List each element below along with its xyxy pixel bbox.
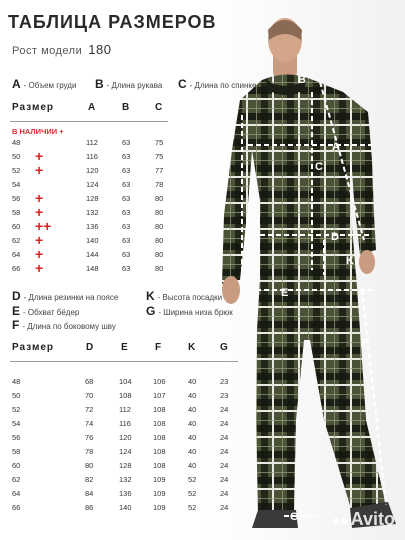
table2-cell-size: 60 (12, 461, 21, 470)
table2-cell-f: 106 (153, 377, 166, 386)
legend-b-letter: B (95, 77, 104, 91)
table1-cell-c: 80 (155, 194, 164, 203)
table1-cell-size: 64 (12, 250, 21, 259)
table1-cell-b: 63 (122, 264, 131, 273)
table2-cell-size: 54 (12, 419, 21, 428)
table1-cell-b: 63 (122, 250, 131, 259)
table2-cell-d: 68 (85, 377, 94, 386)
table1-cell-a: 116 (86, 152, 98, 161)
legend-d-text: - Длина резинки на поясе (23, 293, 119, 302)
table1-divider (10, 121, 168, 122)
table2-cell-e: 112 (119, 405, 131, 414)
table1-cell-b: 63 (122, 208, 131, 217)
table2-cell-k: 52 (188, 503, 197, 512)
table2-cell-g: 24 (220, 405, 229, 414)
table2-cell-size: 56 (12, 433, 21, 442)
table2-cell-f: 109 (153, 475, 166, 484)
table2-cell-k: 40 (188, 419, 197, 428)
legend-c-text: - Длина по спинке (189, 81, 257, 90)
table2-cell-k: 40 (188, 433, 197, 442)
table1-header-a: A (88, 102, 96, 113)
table1-cell-c: 80 (155, 250, 164, 259)
table2-cell-g: 23 (220, 391, 229, 400)
table2-cell-f: 109 (153, 489, 166, 498)
table2-cell-f: 108 (153, 419, 166, 428)
legend-a-letter: A (12, 77, 21, 91)
label-c: C (315, 161, 323, 173)
table2-cell-d: 86 (85, 503, 94, 512)
table2-cell-d: 80 (85, 461, 94, 470)
model-height (12, 42, 111, 57)
label-k: K (346, 255, 354, 267)
legend-d (12, 289, 118, 303)
table1-cell-c: 78 (155, 180, 164, 189)
table2-cell-f: 108 (153, 433, 166, 442)
table1-cell-b: 63 (122, 138, 131, 147)
model-figure (200, 0, 405, 540)
table2-cell-e: 116 (119, 419, 131, 428)
legend-d-letter: D (12, 289, 21, 303)
table2-cell-e: 132 (119, 475, 132, 484)
table1-cell-size: 48 (12, 138, 21, 147)
table2-header-e: E (121, 342, 128, 353)
table2-header-f: F (155, 342, 162, 353)
table2-cell-d: 78 (85, 447, 94, 456)
avito-logo-icon: ●● (331, 512, 349, 528)
table1-cell-a: 136 (86, 222, 99, 231)
table2-cell-g: 24 (220, 461, 229, 470)
in-stock-mark: + (35, 204, 44, 220)
table2-cell-g: 24 (220, 419, 229, 428)
table1-cell-c: 80 (155, 236, 164, 245)
in-stock-mark: + (35, 232, 44, 248)
in-stock-label: В НАЛИЧИИ + (12, 127, 64, 136)
table1-cell-a: 120 (86, 166, 99, 175)
table2-header-size: Размер (12, 342, 55, 353)
table2-cell-e: 108 (119, 391, 132, 400)
table1-cell-b: 63 (122, 222, 131, 231)
table2-cell-size: 48 (12, 377, 21, 386)
table2-header-g: G (220, 342, 228, 353)
in-stock-mark: + (35, 162, 44, 178)
table2-cell-k: 40 (188, 447, 197, 456)
label-e: E (281, 287, 289, 299)
table1-cell-a: 148 (86, 264, 99, 273)
table1-cell-a: 112 (86, 138, 98, 147)
table2-cell-f: 109 (153, 503, 166, 512)
table2-cell-d: 76 (85, 433, 94, 442)
legend-e-letter: E (12, 304, 21, 318)
table2-cell-d: 74 (85, 419, 94, 428)
table1-cell-b: 63 (122, 180, 131, 189)
table2-cell-g: 23 (220, 377, 229, 386)
legend-k-letter: K (146, 289, 155, 303)
in-stock-mark: + (35, 246, 44, 262)
table2-cell-d: 82 (85, 475, 94, 484)
table1-cell-b: 63 (122, 194, 131, 203)
table2-cell-e: 136 (119, 489, 132, 498)
table1-header-b: B (122, 102, 130, 113)
table1-cell-size: 56 (12, 194, 21, 203)
legend-g-text: - Ширина низа брюк (158, 308, 233, 317)
table2-cell-g: 24 (220, 489, 229, 498)
table2-cell-g: 24 (220, 503, 229, 512)
table2-cell-f: 108 (153, 405, 166, 414)
table1-cell-size: 60 (12, 222, 21, 231)
table1-cell-c: 75 (155, 138, 164, 147)
legend-c-letter: C (178, 77, 187, 91)
table2-cell-k: 52 (188, 489, 197, 498)
table2-cell-f: 108 (153, 461, 166, 470)
table2-cell-k: 40 (188, 377, 197, 386)
table1-cell-size: 54 (12, 180, 21, 189)
in-stock-mark: + (35, 148, 44, 164)
label-b: B (298, 74, 306, 86)
table2-cell-size: 66 (12, 503, 21, 512)
legend-a (12, 77, 76, 91)
in-stock-mark: ++ (35, 218, 52, 234)
table2-cell-g: 24 (220, 433, 229, 442)
table2-cell-k: 52 (188, 475, 197, 484)
table2-cell-size: 50 (12, 391, 21, 400)
legend-e (12, 304, 79, 318)
table1-cell-size: 52 (12, 166, 21, 175)
table1-cell-a: 132 (86, 208, 99, 217)
table2-cell-g: 24 (220, 447, 229, 456)
table2-header-k: K (188, 342, 196, 353)
table1-cell-c: 80 (155, 208, 164, 217)
legend-f-text: - Длина по боковому шву (22, 322, 116, 331)
legend-b (95, 77, 162, 91)
label-d: D (331, 231, 339, 243)
figure-body (222, 18, 396, 528)
table1-cell-c: 80 (155, 264, 164, 273)
model-height-label: Рост модели (12, 45, 83, 57)
table2-cell-size: 58 (12, 447, 21, 456)
table2-cell-k: 40 (188, 461, 197, 470)
table1-header-c: C (155, 102, 163, 113)
table1-cell-a: 140 (86, 236, 99, 245)
avito-watermark (332, 509, 395, 530)
table1-header-size: Размер (12, 102, 55, 113)
table1-cell-a: 144 (86, 250, 99, 259)
table2-cell-size: 64 (12, 489, 21, 498)
table2-cell-size: 62 (12, 475, 21, 484)
table1-cell-c: 80 (155, 222, 164, 231)
table2-cell-e: 120 (119, 433, 132, 442)
legend-k-text: - Высота посадки (157, 293, 223, 302)
legend-f (12, 318, 116, 332)
table2-header-d: D (86, 342, 94, 353)
legend-f-letter: F (12, 318, 20, 332)
table1-cell-c: 75 (155, 152, 164, 161)
table2-cell-e: 140 (119, 503, 132, 512)
label-g: G (290, 511, 299, 523)
legend-a-text: - Объем груди (23, 81, 77, 90)
table1-cell-a: 128 (86, 194, 99, 203)
table1-cell-a: 124 (86, 180, 99, 189)
table2-cell-e: 124 (119, 447, 132, 456)
in-stock-mark: + (35, 190, 44, 206)
table2-cell-f: 107 (153, 391, 166, 400)
table2-cell-d: 72 (85, 405, 94, 414)
table2-cell-d: 70 (85, 391, 94, 400)
table2-cell-k: 40 (188, 391, 197, 400)
legend-b-text: - Длина рукава (106, 81, 163, 90)
legend-g-letter: G (146, 304, 156, 318)
legend-e-text: - Обхват бёдер (23, 308, 80, 317)
table2-cell-size: 52 (12, 405, 21, 414)
table2-cell-f: 108 (153, 447, 166, 456)
table1-cell-size: 58 (12, 208, 21, 217)
table1-cell-b: 63 (122, 152, 131, 161)
table1-cell-b: 63 (122, 236, 131, 245)
label-f: F (362, 337, 369, 349)
table2-cell-e: 128 (119, 461, 132, 470)
in-stock-mark: + (35, 260, 44, 276)
table2-cell-e: 104 (119, 377, 132, 386)
table1-cell-c: 77 (155, 166, 164, 175)
table1-cell-size: 62 (12, 236, 21, 245)
table1-cell-size: 66 (12, 264, 21, 273)
model-height-value: 180 (88, 42, 112, 57)
table1-cell-b: 63 (122, 166, 131, 175)
table2-cell-g: 24 (220, 475, 229, 484)
label-a: A (332, 141, 340, 153)
page-title: ТАБЛИЦА РАЗМЕРОВ (8, 12, 217, 32)
avito-watermark-text: Avito (350, 509, 395, 529)
table2-cell-k: 40 (188, 405, 197, 414)
table2-cell-d: 84 (85, 489, 94, 498)
table1-cell-size: 50 (12, 152, 21, 161)
